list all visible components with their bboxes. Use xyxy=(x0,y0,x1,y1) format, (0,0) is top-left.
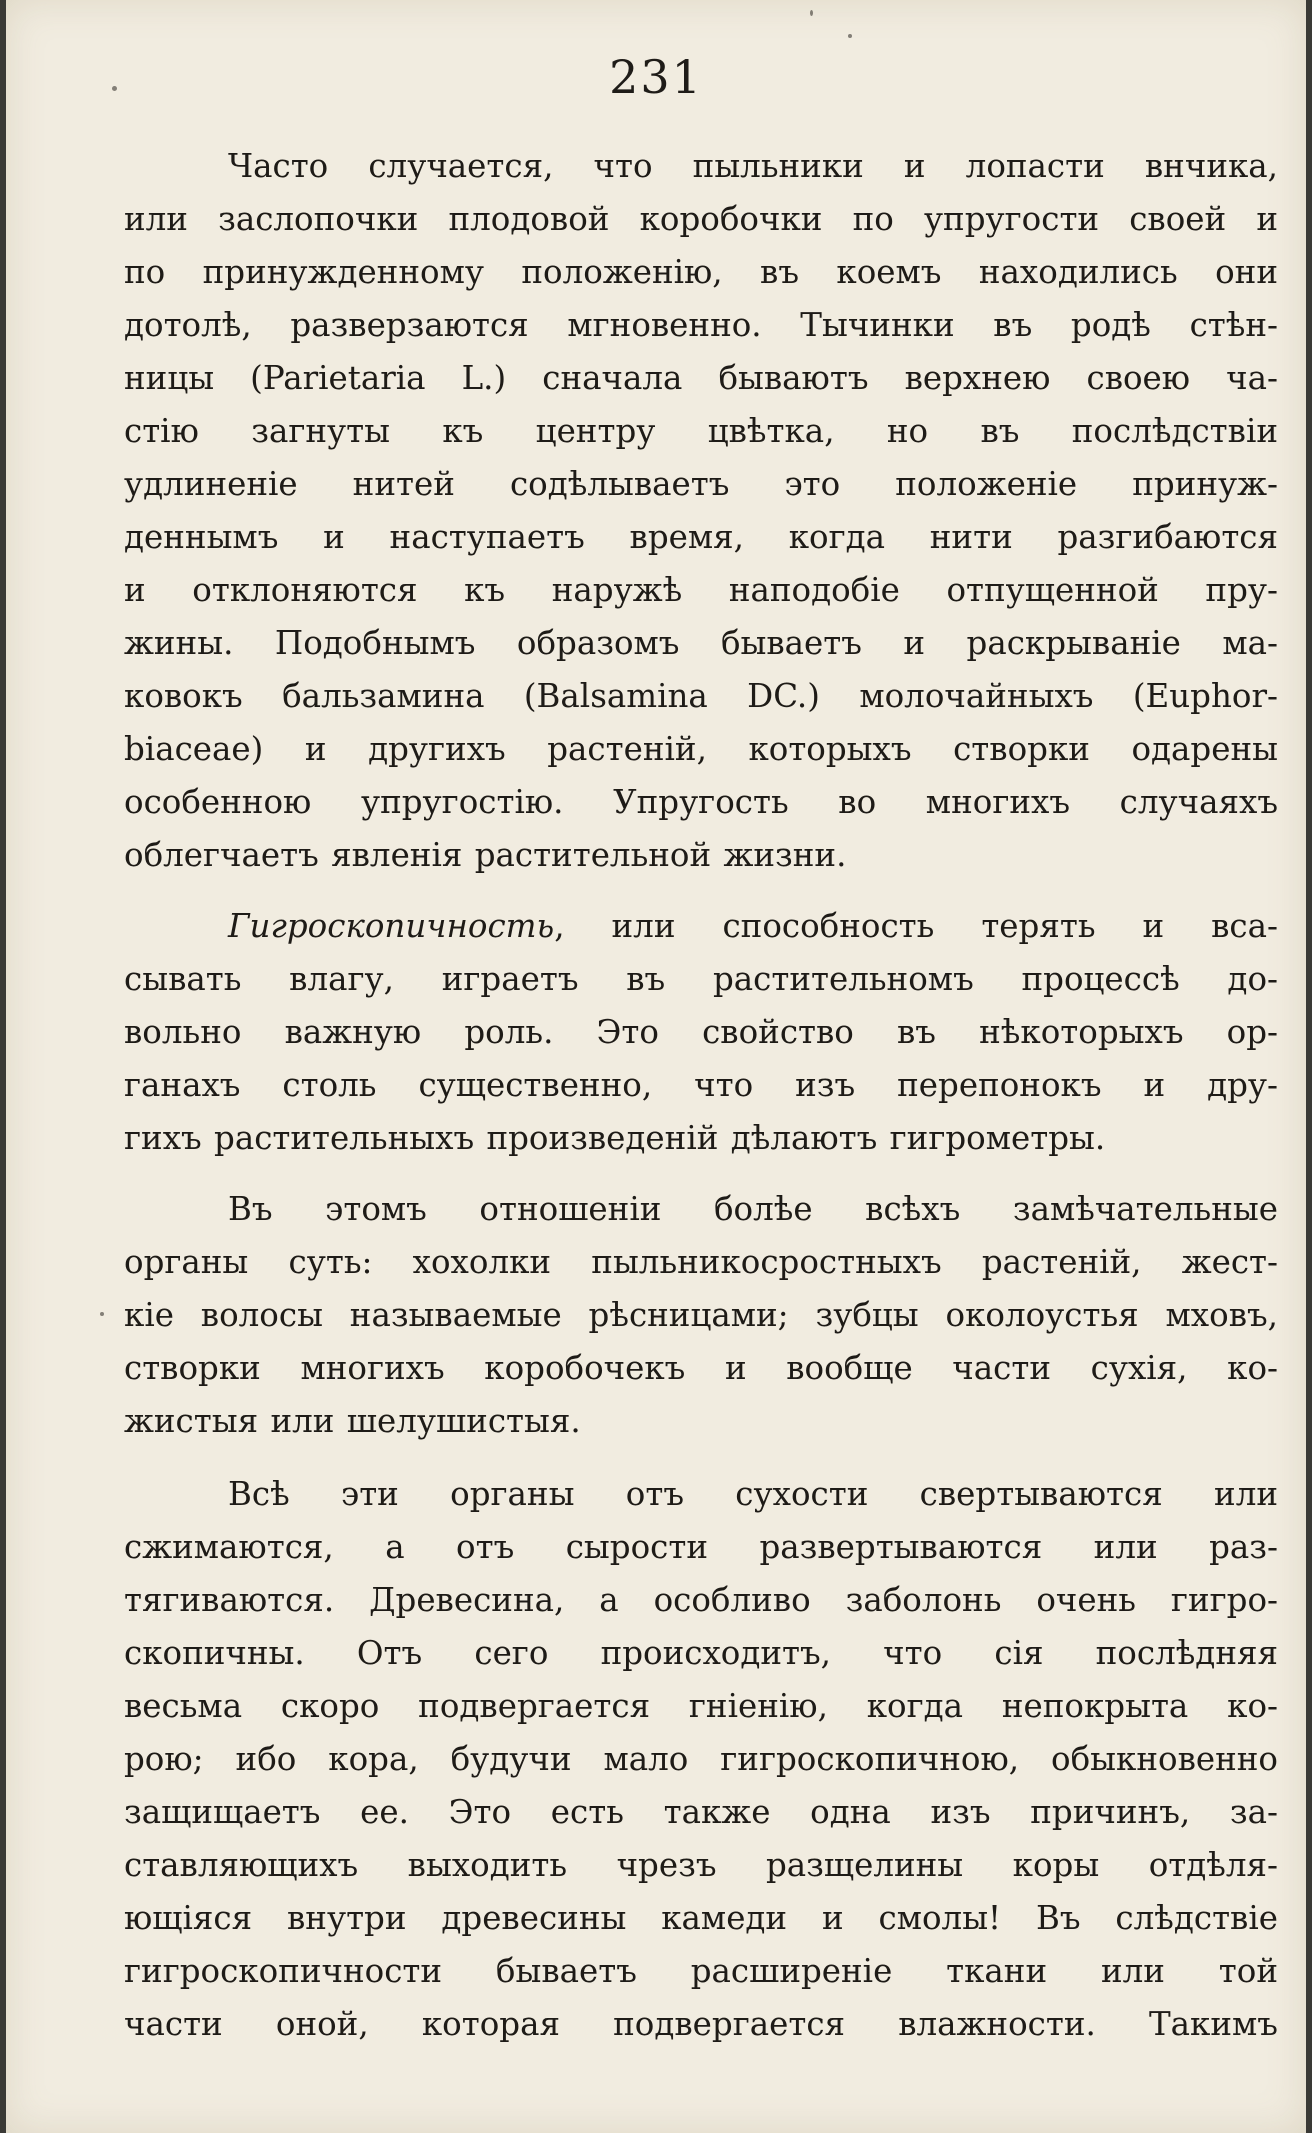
text-line: ницы (Parietaria L.) сначала бываютъ верхнею своею ча- xyxy=(124,359,1278,397)
paper-speck xyxy=(100,1312,104,1316)
text-line: защищаетъ ее. Это есть также одна изъ причинъ, за- xyxy=(124,1793,1278,1831)
paragraph-spacer xyxy=(124,882,1278,900)
page-number: 231 xyxy=(609,50,703,104)
italic-term: Гигроскопичность xyxy=(228,907,555,945)
text-line: ковокъ бальзамина (Balsamina DC.) молочайныхъ (Euphor- xyxy=(124,677,1278,715)
text-line: вольно важную роль. Это свойство въ нѣкоторыхъ ор- xyxy=(124,1013,1278,1051)
paragraph-elasticity xyxy=(124,140,1278,882)
text-line: и отклоняются къ наружѣ наподобіе отпущенной пру- xyxy=(124,571,1278,609)
text-line: гихъ растительныхъ произведеній дѣлаютъ гигрометры. xyxy=(124,1119,1106,1157)
text-line: стію загнуты къ центру цвѣтка, но въ послѣдствіи xyxy=(124,412,1278,450)
text-fragment: , или способность терять и вса- xyxy=(554,907,1278,945)
text-line: ющіяся внутри древесины камеди и смолы! Въ слѣдствіе xyxy=(124,1899,1278,1937)
text-line: Всѣ эти органы отъ сухости свертываются или xyxy=(228,1475,1278,1513)
text-line: части оной, которая подвергается влажности. Такимъ xyxy=(124,2005,1278,2043)
paper-speck xyxy=(810,10,813,16)
paragraph-organs xyxy=(124,1183,1278,1448)
text-line: створки многихъ коробочекъ и вообще части сухія, ко- xyxy=(124,1349,1278,1387)
text-line: особенною упругостію. Упругость во многихъ случаяхъ xyxy=(124,783,1278,821)
text-line: облегчаетъ явленія растительной жизни. xyxy=(124,836,847,874)
text-line: Въ этомъ отношеніи болѣе всѣхъ замѣчательные xyxy=(228,1190,1278,1228)
paper-speck xyxy=(848,34,852,38)
text-line: дотолѣ, разверзаются мгновенно. Тычинки въ родѣ стѣн- xyxy=(124,306,1278,344)
book-page xyxy=(6,0,1306,2133)
paragraph-hygroscopicity xyxy=(124,900,1278,1165)
text-line: органы суть: хохолки пыльникосростныхъ растеній, жест- xyxy=(124,1243,1278,1281)
text-line: biaceae) и другихъ растеній, которыхъ створки одарены xyxy=(124,730,1278,768)
text-line xyxy=(124,900,1278,953)
text-line: жистыя или шелушистыя. xyxy=(124,1402,581,1440)
paragraph-spacer xyxy=(124,1165,1278,1183)
text-line: деннымъ и наступаетъ время, когда нити разгибаются xyxy=(124,518,1278,556)
text-line: гигроскопичности бываетъ расширеніе ткани или той xyxy=(124,1952,1278,1990)
text-line: Часто случается, что пыльники и лопасти внчика, xyxy=(228,147,1278,185)
text-line: кіе волосы называемые рѣсницами; зубцы околоустья мховъ, xyxy=(124,1296,1278,1334)
text-line: сывать влагу, играетъ въ растительномъ процессѣ до- xyxy=(124,960,1278,998)
text-line: тягиваются. Древесина, а особливо заболонь очень гигро- xyxy=(124,1581,1278,1619)
text-line: скопичны. Отъ сего происходитъ, что сія послѣдняя xyxy=(124,1634,1278,1672)
text-line: весьма скоро подвергается гніенію, когда непокрыта ко- xyxy=(124,1687,1278,1725)
text-line: ставляющихъ выходить чрезъ разщелины коры отдѣля- xyxy=(124,1846,1278,1884)
text-line: жины. Подобнымъ образомъ бываетъ и раскрываніе ма- xyxy=(124,624,1278,662)
text-line: сжимаются, а отъ сырости развертываются или раз- xyxy=(124,1528,1278,1566)
body-text xyxy=(124,140,1278,2051)
text-line: по принужденному положенію, въ коемъ находились они xyxy=(124,253,1278,291)
text-line: ганахъ столь существенно, что изъ перепонокъ и дру- xyxy=(124,1066,1278,1104)
text-line: рою; ибо кора, будучи мало гигроскопичною, обыкновенно xyxy=(124,1740,1278,1778)
text-line: или заслопочки плодовой коробочки по упругости своей и xyxy=(124,200,1278,238)
text-line: удлиненіе нитей содѣлываетъ это положеніе принуж- xyxy=(124,465,1278,503)
paragraph-dryness xyxy=(124,1468,1278,2051)
paragraph-spacer xyxy=(124,1448,1278,1468)
